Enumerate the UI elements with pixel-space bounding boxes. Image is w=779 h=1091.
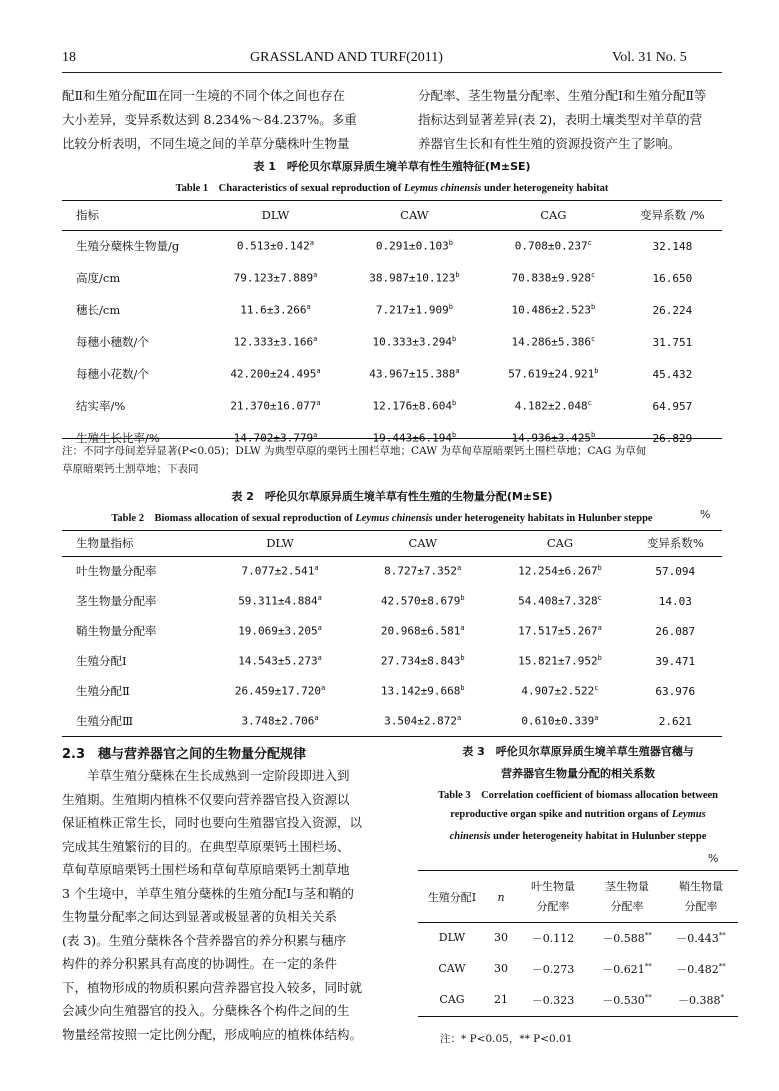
value-cell: 26.459±17.720$^a$ [234,684,326,698]
value-cell: 20.968±6.581$^a$ [380,624,465,638]
value-cell: －0.443** [676,930,726,945]
value-cell: 4.907±2.522$^c$ [521,684,599,698]
value-cell: 4.182±2.048$^c$ [514,399,592,413]
row-label: 茎生物量分配率 [76,594,157,608]
table2-bottom-rule [62,736,722,737]
text-line: 生物量分配率之间达到显著或极显著的负相关关系 [62,909,338,924]
value-cell: 10.333±3.294$^b$ [372,335,457,349]
volume-info: Vol. 31 No. 5 [612,50,687,65]
value-cell: 7.077±2.541$^a$ [241,564,319,578]
value-cell: 70.838±9.928$^c$ [511,271,596,285]
value-cell: 14.936±3.425$^b$ [511,431,596,445]
table-row [62,706,722,736]
value-cell: 21 [494,993,508,1006]
value-cell: 42.570±8.679$^b$ [380,594,465,608]
table-row [62,556,722,586]
text-line: 会减少向生殖器官的投入。分蘖株各个构件之间的生 [62,1003,350,1018]
table3-caption-cn-2: 营养器官生物量分配的相关系数 [501,767,655,780]
value-cell: 42.200±24.495$^a$ [230,367,321,381]
journal-title: GRASSLAND AND TURF(2011) [250,50,443,65]
value-cell: 8.727±7.352$^a$ [384,564,462,578]
table2 [62,530,722,736]
text-line: 保证植株正常生长，同时也要向生殖器官投入资源，以 [62,815,363,830]
table-row [62,326,722,358]
value-cell: －0.530** [602,992,652,1007]
row-label: 结实率/% [76,399,126,413]
table-header-cell: 指标 [76,208,99,222]
value-cell: 3.748±2.706$^a$ [241,714,319,728]
value-cell: 59.311±4.884$^a$ [238,594,322,608]
text-line: 羊草生殖分蘖株在生长成熟到一定阶段即进入到 [62,768,350,783]
value-cell: 21.370±16.077$^a$ [230,399,321,413]
row-label: 叶生物量分配率 [76,564,157,578]
text-line: 大小差异，变异系数达到 8.234%～84.237%。多重 [62,112,357,127]
table3-note: 注：* P<0.05，** P<0.01 [440,1033,573,1045]
value-cell: 13.142±9.668$^b$ [380,684,465,698]
section-heading: 2.3 穗与营养器官之间的生物量分配规律 [62,747,307,762]
cv-cell: 32.148 [652,239,693,253]
row-label: CAW [438,962,466,975]
table1-caption-cn: 表 1 呼伦贝尔草原异质生境羊草有性生殖特征(M±SE) [253,160,531,173]
table-header-cell: n [497,890,505,904]
value-cell: 15.821±7.952$^b$ [518,654,602,668]
value-cell: 19.069±3.205$^a$ [238,624,322,638]
table2-caption-cn: 表 2 呼伦贝尔草原异质生境羊草有性生殖的生物量分配(M±SE) [231,490,553,503]
table-row [62,586,722,616]
value-cell: 17.517±5.267$^a$ [518,624,602,638]
text-line: 完成其生殖繁衍的目的。在典型草原栗钙土围栏场、 [62,838,350,854]
text-line: 物量经常按照一定比例分配，形成响应的植株体结构。 [62,1026,363,1042]
value-cell: －0.273 [531,962,575,976]
table3-unit: % [708,852,719,865]
value-cell: 12.333±3.166$^a$ [233,335,318,349]
value-cell: 0.513±0.142$^a$ [236,239,314,253]
table-row [62,294,722,326]
row-label: 生殖分配Ⅰ [76,654,127,668]
cv-cell: 16.650 [652,271,693,285]
table-row [62,390,722,422]
table-row [62,676,722,706]
cv-cell: 26.087 [655,624,696,638]
note-line: 草原暗栗钙土割草地；下表同 [62,463,199,475]
text-line: 指标达到显著差异(表 2)，表明土壤类型对羊草的营 [418,112,703,127]
table3-caption-cn-1: 表 3 呼伦贝尔草原异质生境羊草生殖器官穗与 [462,745,694,758]
cv-cell: 64.957 [652,399,693,413]
text-line: 配Ⅱ和生殖分配Ⅲ在同一生境的不同个体之间也存在 [62,88,346,103]
table3-caption-en-1: Table 3 Correlation coefficient of biomass allocation between [438,790,718,801]
row-label: 生殖分蘖株生物量/g [76,239,180,253]
page-number: 18 [62,50,76,65]
cv-cell: 57.094 [655,564,696,578]
table-header-cell: 变异系数 /% [640,208,705,222]
row-label: 生殖生长比率/% [76,431,160,445]
value-cell: 27.734±8.843$^b$ [380,654,465,668]
table-row [418,922,738,953]
table-row [62,358,722,390]
row-label: 高度/cm [76,271,121,285]
cv-cell: 2.621 [658,714,692,728]
table3-caption-en-3: chinensis under heterogeneity habitat in Hulunber steppe [449,831,707,842]
row-label: 每穗小花数/个 [76,367,149,381]
value-cell: 12.254±6.267$^b$ [518,564,602,578]
text-line: 草甸草原暗栗钙土围栏场和草甸草原暗栗钙土割草地 [62,862,350,877]
cv-cell: 26.224 [652,303,693,317]
text-line: 下，植物形成的物质积累向营养器官投入较多，同时就 [62,979,363,995]
table-row [62,262,722,294]
value-cell: 19.443±6.194$^b$ [372,431,457,445]
table3-header-row [418,872,738,922]
row-label: 生殖分配Ⅲ [76,714,134,728]
table-row [62,230,722,262]
value-cell: 11.6±3.266$^a$ [240,303,311,317]
text-line: 比较分析表明，不同生境之间的羊草分蘖株叶生物量 [62,136,350,151]
intro-left-column [62,84,392,156]
table-header-cell: 生物量指标 [76,536,134,550]
row-label: 生殖分配Ⅱ [76,684,130,698]
value-cell: 38.987±10.123$^b$ [369,271,460,285]
text-line: 构件的养分积累具有高度的协调性。在一定的条件 [62,956,338,971]
table-row [62,616,722,646]
text-line: 3 个生境中，羊草生殖分蘖株的生殖分配Ⅰ与茎和鞘的 [62,885,354,901]
cv-cell: 63.976 [655,684,696,698]
table-row [418,984,738,1015]
row-label: 穗长/cm [76,303,121,317]
value-cell: 14.286±5.386$^c$ [511,335,596,349]
table3-caption-en-2: reproductive organ spike and nutrition organs of Leymus [450,809,706,820]
table-header-cell: DLW [266,536,294,550]
table-header-cell: CAW [408,536,437,550]
table2-header-row [62,530,722,556]
value-cell: 0.708±0.237$^c$ [514,239,592,253]
table-header-cell: CAG [546,536,574,550]
cv-cell: 26.829 [652,431,693,445]
value-cell: －0.482** [676,961,726,976]
value-cell: 0.291±0.103$^b$ [375,239,453,253]
row-label: 每穗小穗数/个 [76,335,149,349]
table3-bottom-rule [418,1016,738,1017]
row-label: CAG [439,993,465,1006]
table-row [62,646,722,676]
value-cell: 14.702±3.779$^a$ [233,431,318,445]
table2-unit: % [700,508,711,521]
value-cell: 3.504±2.872$^a$ [384,714,462,728]
table1-note [62,442,727,478]
value-cell: 79.123±7.889$^a$ [233,271,318,285]
table-header-cell: 鞘生物量 分配率 [679,880,723,913]
cv-cell: 39.471 [655,654,696,668]
value-cell: －0.388* [678,992,724,1007]
section-body [62,764,402,1046]
table3-top-rule [418,870,738,871]
table-header-cell: CAW [400,208,429,222]
table-header-cell: 茎生物量 分配率 [605,880,649,913]
value-cell: 12.176±8.604$^b$ [372,399,457,413]
value-cell: －0.323 [531,993,575,1007]
table-header-cell: DLW [261,208,290,222]
text-line: (表 3)。生殖分蘖株各个营养器官的养分积累与穗序 [62,932,347,948]
table-header-cell: CAG [540,208,567,222]
table-header-cell: 变异系数% [646,536,704,550]
intro-right-column [418,84,728,156]
value-cell: 0.610±0.339$^a$ [521,714,599,728]
row-label: DLW [438,931,466,944]
text-line: 养器官生长和有性生殖的资源投资产生了影响。 [418,136,681,151]
value-cell: －0.621** [602,961,652,976]
table-row [418,953,738,984]
table-header-cell: 生殖分配Ⅰ [427,891,477,904]
value-cell: －0.112 [531,931,575,945]
table1-caption-en: Table 1 Characteristics of sexual reproduction of Leymus chinensis under heterogeneity habitat [175,183,609,194]
table-header-cell: 叶生物量 分配率 [531,880,575,913]
cv-cell: 45.432 [652,367,693,381]
value-cell: 30 [494,962,508,975]
table3 [418,872,738,1015]
value-cell: 57.619±24.921$^b$ [508,367,599,381]
table1 [62,200,722,454]
cv-cell: 14.03 [658,594,692,608]
table1-header-row [62,200,722,230]
value-cell: 10.486±2.523$^b$ [511,303,596,317]
value-cell: 54.408±7.328$^c$ [518,594,602,608]
value-cell: 43.967±15.388$^a$ [369,367,460,381]
text-line: 分配率、茎生物量分配率、生殖分配Ⅰ和生殖分配Ⅱ等 [418,88,707,103]
value-cell: 30 [494,931,508,944]
value-cell: 14.543±5.273$^a$ [238,654,322,668]
text-line: 生殖期。生殖期内植株不仅要向营养器官投入资源以 [62,791,350,807]
header-rule [62,72,722,73]
value-cell: －0.588** [602,930,652,945]
cv-cell: 31.751 [652,335,693,349]
table2-caption-en: Table 2 Biomass allocation of sexual reproduction of Leymus chinensis under heterogeneity habitats in Hulunber steppe [111,513,653,524]
row-label: 鞘生物量分配率 [76,624,157,638]
note-line: 注：不同字母间差异显著(P<0.05)；DLW 为典型草原的栗钙土围栏草地；CAW 为草甸草原暗栗钙土围栏草地；CAG 为草甸 [62,445,647,457]
value-cell: 7.217±1.909$^b$ [375,303,453,317]
